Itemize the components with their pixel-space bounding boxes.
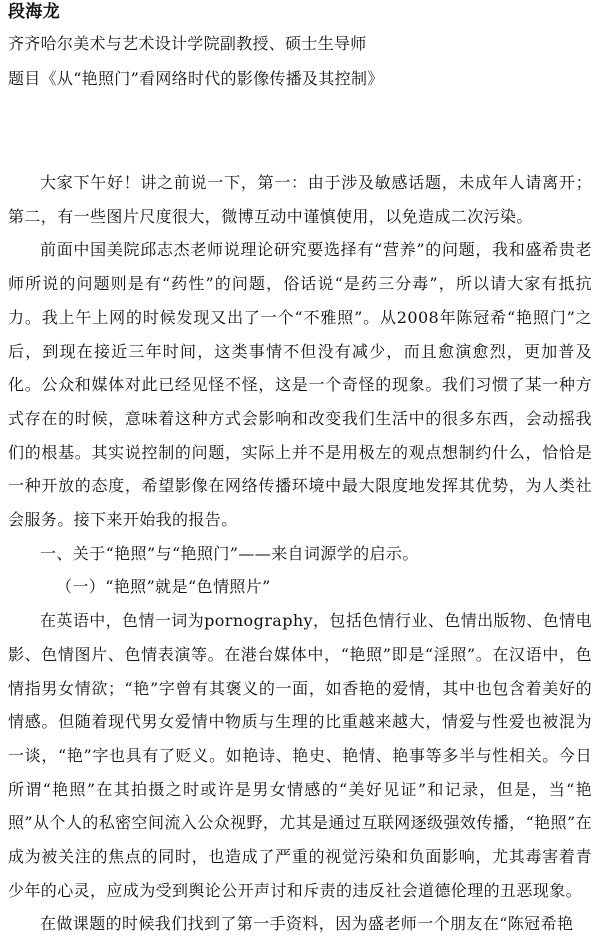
paragraph-etymology: 在英语中，色情一词为pornography，包括色情行业、色情出版物、色情电影、色情图片、色情表演等。在港台媒体中，“艳照”即是“淫照”。在汉语中，色情指男女情欲；“艳”字曾有其褒义的一面，如香艳的爱情，其中也包含着美好的情感。但随着现代男女爱情中物质与生理的比重越来越大，情爱与性爱也被混为一谈，“艳”字也具有了贬义。如艳诗、艳史、艳情、艳事等多半与性相关。今日所谓“艳照”在其拍摄之时或许是男女情感的“美好见证”和记录，但是，当“艳照”从个人的私密空间流入公众视野，尤其是通过互联网逐级强效传播，“艳照”在成为被关注的焦点的同时，也造成了严重的视觉污染和负面影响，尤其毒害着青少年的心灵，应成为受到舆论公开声讨和斥责的违反社会道德伦理的丑恶现象。 [8,611,592,900]
author-name: 段海龙 [8,2,60,22]
talk-topic: 题目《从“艳照门”看网络时代的影像传播及其控制》 [8,69,384,88]
section-heading: 一、关于“艳照”与“艳照门”——来自词源学的启示。 [40,543,419,563]
article-body [8,166,592,941]
subsection-heading: （一）“艳照”就是“色情照片” [56,577,271,597]
paragraph-introduction: 前面中国美院邱志杰老师说理论研究要选择有“营养”的问题，我和盛希贵老师所说的问题则是有“药性”的问题，俗话说“是药三分毒”，所以请大家有抵抗力。我上午上网的时候发现又出了一个“不雅照”。从2008年陈冠希“艳照门”之后，到现在接近三年时间，这类事情不但没有减少，而且愈演愈烈，更加普及化。公众和媒体对此已经见怪不怪，这是一个奇怪的现象。我们习惯了某一种方式存在的时候，意味着这种方式会影响和改变我们生活中的很多东西，会动摇我们的根基。其实说控制的问题，实际上并不是用极左的观点想制约什么，恰恰是一种开放的态度，希望影像在网络传播环境中最大限度地发挥其优势，为人类社会服务。接下来开始我的报告。 [8,240,592,530]
paragraph-opening: 大家下午好！讲之前说一下，第一：由于涉及敏感话题，未成年人请离开；第二，有一些图片尺度很大，微博互动中谨慎使用，以免造成二次污染。 [8,173,592,226]
author-affiliation: 齐齐哈尔美术与艺术设计学院副教授、硕士生导师 [8,34,367,53]
paragraph-research: 在做课题的时候我们找到了第一手资料，因为盛老师一个朋友在“陈冠希艳 [40,914,574,934]
